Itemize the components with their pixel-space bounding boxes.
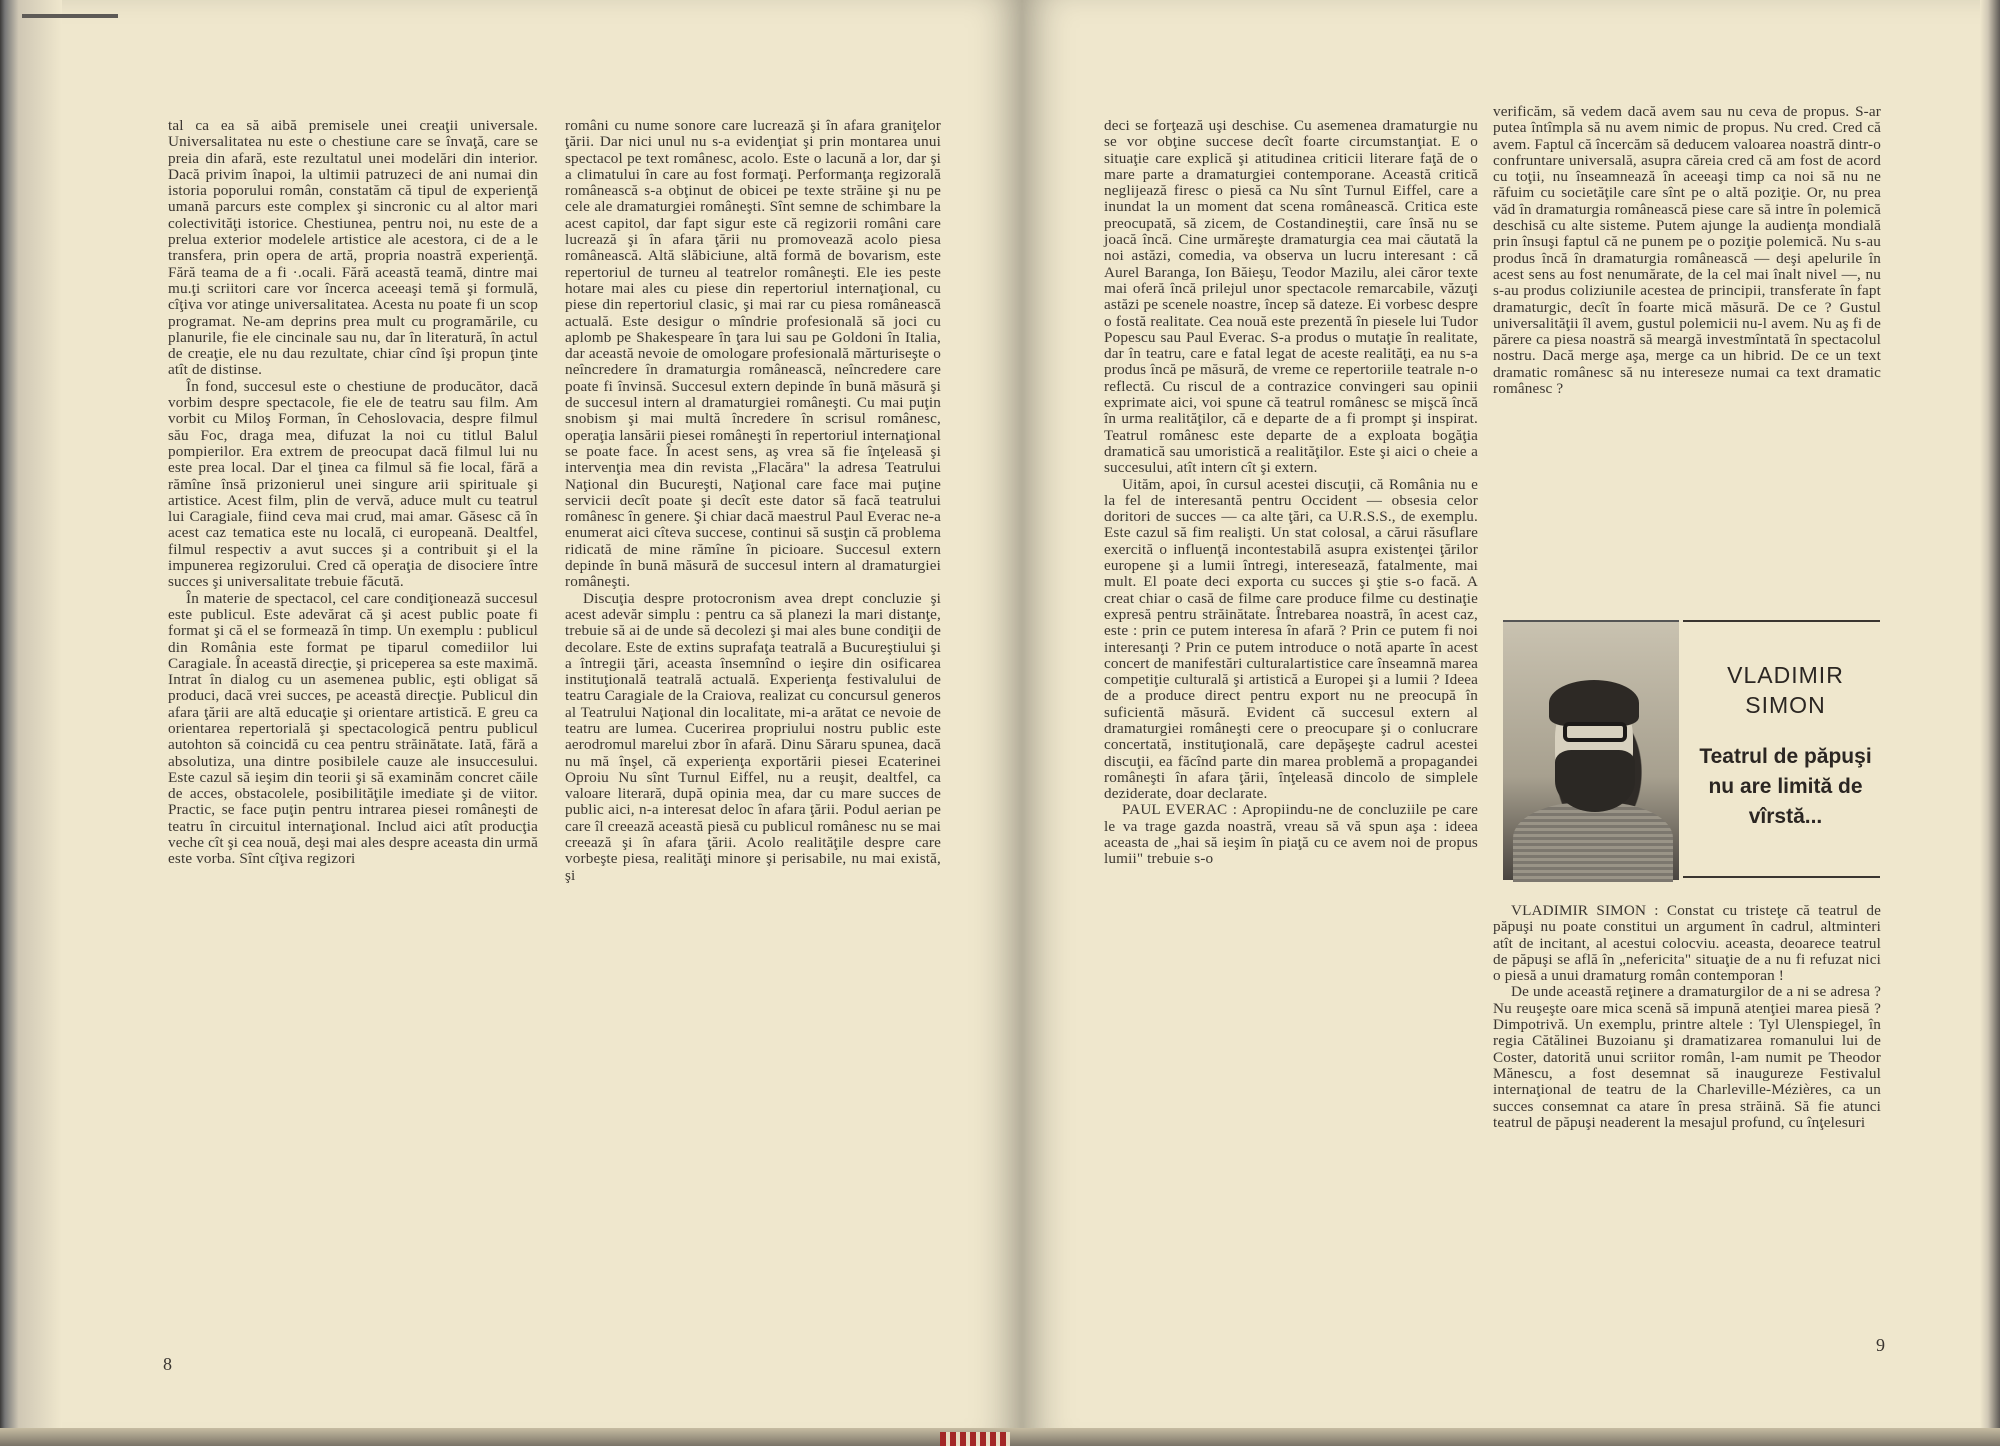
paragraph: VLADIMIR SIMON : Constat cu tristeţe că teatrul de păpuşi nu poate constitui un argument în cadrul, altminteri atît de incitant, al acestui colocviu. aceasta, deoarece teatrul de păpuşi se află în „nefericita" situaţie de a nu fi refuzat nici o piesă a unui dramaturg român contemporan ! <box>1493 902 1881 985</box>
page-edge <box>0 0 62 1446</box>
paragraph: români cu nume sonore care lucrează şi în afara graniţelor ţării. Dar nici unul nu s-a evidenţiat şi prin montarea unui spectacol pe text românesc, acolo. Este o lacună a lor, dar şi a climatului în care au fost formaţi. Performanţa regizorală românească s-a obţinut de obicei pe texte străine şi nu pe cele ale dramaturgiei româneşti. Sînt semne de schimbare la acest capitol, dar fapt sigur este că regizorii români care lucrează şi în afara ţării nu promovează acolo piesa românească. Altă slăbiciune, altă formă de bovarism, este repertoriul de turneu al teatrelor româneşti. Ele ies peste hotare mai ales cu piese din repertoriul internaţional, cu piese din repertoriul clasic, şi mai rar cu piesa românească actuală. Este desigur o mîndrie profesională să joci cu aplomb pe Shakespeare în ţara lui sau pe Goldoni în Italia, dar această nevoie de omologare profesională mărturiseşte o neîncredere în dramaturgia românească, neîncredere care poate fi învinsă. Succesul extern depinde în bună măsură şi de succesul intern al dramaturgiei româneşti. Cu mai puţin snobism şi mai multă încredere în scrisul românesc, operaţia lansării piesei româneşti în repertoriul internaţional se poate face. În acest sens, aş vrea să fie înţeleasă şi intervenţia mea din revista „Flacăra" la adresa Teatrului Naţional din Bucureşti, Naţional care face mai puţine servicii decît poate şi decît este dator să facă teatrului românesc în genere. Şi chiar dacă maestrul Paul Everac ne-a enumerat aici cîteva succese, continui să susţin că problema ridicată de mine rămîne în picioare. Succesul extern depinde în bună măsură de succesul intern al dramaturgiei româneşti. <box>565 117 941 591</box>
portrait-name: VLADIMIR SIMON <box>1727 662 1844 718</box>
left-column-1 <box>168 118 538 868</box>
portrait-block <box>1503 620 1880 878</box>
paragraph: deci se forţează uşi deschise. Cu asemenea dramaturgie nu se vor obţine succese decît foarte circumstanţiat. E o situaţie care explică şi atitudinea criticii literare faţă de o mare parte a dramaturgiei contemporane. Această critică neglijează firesc o piesă ca Nu sînt Turnul Eiffel, care a inundat la un moment dat scena românească. Critica este preocupată, să zicem, de Costandineştii, care însă nu se joacă încă. Cine urmăreşte dramaturgia cea mai căutată la noi astăzi, comedia, va observa un lucru interesant : că Aurel Baranga, Ion Băieşu, Teodor Mazilu, alei căror texte mai oferă încă prilejul unor spectacole remarcabile, văzuţi astăzi pe scenele noastre, încep să dateze. Ei vorbesc despre o fostă realitate. Cea nouă este prezentă în piesele lui Tudor Popescu sau Paul Everac. S-a produs o mutaţie în realitate, dar în teatru, care e fatal legat de aceste realităţi, ea nu s-a produs încă pe măsură, de vreme ce repertoriile teatrale n-o reflectă. Cu riscul de a contrazice convingeri sau opinii exprimate aici, voi spune că teatrul românesc se mişcă încă în urma realităţilor, că e departe de a fi prompt şi inspirat. Teatrul românesc este departe de a exploata bogăţia dramatică sau umoristică a realităţilor. Este şi aici o cheie a succesului, atît intern cît şi extern. <box>1104 117 1478 477</box>
photo-glasses <box>1563 722 1627 742</box>
right-column-1 <box>1104 118 1478 868</box>
portrait-caption <box>1691 660 1880 832</box>
bookmark-ribbon <box>940 1432 1010 1446</box>
photo-hair <box>1549 680 1639 726</box>
page-number: 9 <box>1876 1335 1885 1355</box>
portrait-subtitle: Teatrul de păpuşi nu are limită de vîrstă... <box>1699 745 1872 828</box>
paragraph: De unde această reţinere a dramaturgilor de a ni se adresa ? Nu reuşeşte oare mica scenă să impună atenţiei marea piesă ? Dimpotrivă. Un exemplu, printre altele : Tyl Ulenspiegel, în regia Cătălinei Buzoianu şi dramatizarea romanului lui de Coster, datorită unui scriitor român, l-am numit pe Theodor Mănescu, a fost desemnat să inaugureze Festivalul internaţional de teatru de la Charleville-Mézières, ca un succes consemnat ca atare în presa străină. Să fie atunci teatrul de păpuşi neaderent la mesajul profund, cu înţelesuri <box>1493 983 1881 1131</box>
right-column-2-bottom <box>1493 903 1881 1131</box>
right-column-2-top <box>1493 104 1881 397</box>
paragraph: verificăm, să vedem dacă avem sau nu ceva de propus. S-ar putea întîmpla să nu avem nimic de propus. Nu cred. Cred că avem. Faptul că încercăm să deducem valoarea noastră dintr-o confruntare universală, asupra căreia cred că am fost de acord cu toţii, nu înseamnează în aceeaşi timp ca noi să nu ne răfuim cu societăţile care sînt pe o altă poziţie. Or, nu prea văd în dramaturgia românească piese care să intre în polemică deschisă cu alte sisteme. Putem ajunge la audienţa mondială prin însuşi faptul că ne punem pe o poziţie polemică. Nu s-au produs încă în dramaturgia românească — deşi apelurile în acest sens au fost nenumărate, de la cel mai înalt nivel —, nu s-au produs coliziunile acestea de principii, transferate în fapt dramaturgic, decît în foarte mică măsură. De ce ? Gustul universalităţii îl avem, gustul polemicii nu-l avem. Nu aş fi de părere ca piesa noastră să meargă investmîntată în spectacolul nostru. Dacă merge aşa, merge ca un hibrid. De ce un text dramatic românesc să nu intereseze numai ca text dramatic românesc ? <box>1493 103 1881 398</box>
portrait-photo <box>1503 620 1679 880</box>
paragraph: Uităm, apoi, în cursul acestei discuţii, că România nu e la fel de interesantă pentru Occident — obsesia celor doritori de succes — ca alte ţări, ca U.R.S.S., de exemplu. Este cazul să fim realişti. Un stat colosal, a cărui răsuflare exercită o influenţă incontestabilă asupra existenţei ţărilor europene şi a lumii întregi, interesează, fatalmente, mai mult. El poate deci exporta cu succes şi ştie s-o facă. A creat chiar o casă de filme care produce filme cu destinaţie expresă pentru străinătate. Întrebarea noastră, în acest caz, este : prin ce putem interesa în afară ? Prin ce putem fi noi interesanţi ? Prin ce putem introduce o notă aparte în acest concert de manifestări culturalartistice care înseamnă marea competiţie culturală şi artistică a Europei şi a lumii ? Ideea de a produce direct pentru export nu ne preocupă în suficientă măsură. Evident că succesul extern al dramaturgiei româneşti cere o preocupare şi o conlucrare concertată, instituţională, care depăşeşte cadrul acestei discuţii, ea făcînd parte din marea problemă a propagandei româneşti în afara ţării, înţeleasă dincolo de simplele deziderate, doar declarate. <box>1104 475 1478 803</box>
page-edge-mark <box>22 14 118 18</box>
left-column-2 <box>565 118 941 884</box>
caption-rule-bottom <box>1683 876 1880 878</box>
right-page <box>1022 0 2000 1446</box>
photo-beard <box>1555 750 1635 812</box>
paragraph: În materie de spectacol, cel care condiţionează succesul este publicul. Este adevărat că şi acest public poate fi format şi că el se formează în timp. Un exemplu : publicul din România este format pe tiparul comediilor lui Caragiale. În această direcţie, şi priceperea sa este maximă. Intrat în dialog cu un asemenea public, eşti obligat să produci, dacă vrei succes, pe această direcţie. Publicul din afara ţării are altă educaţie şi orientare artistică. E greu ca orientarea repertorială şi spectacologică pentru publicul autohton să coincidă cu cea pentru străinătate. Iată, fără a absolutiza, una dintre posibilele cauze ale insuccesului. Este cazul să ieşim din teorii şi să examinăm concret căile de acces, obstacolele, posibilităţile imediate şi de viitor. Practic, se face puţin pentru intrarea piesei româneşti de teatru în circuitul internaţional. Includ aici atît producţia veche cît şi cea nouă, deşi mai ales despre aceasta din urmă este vorba. Sînt cîţiva regizori <box>168 589 538 868</box>
paragraph: tal ca ea să aibă premisele unei creaţii universale. Universalitatea nu este o chestiune care se învaţă, care se preia din afară, este rezultatul unei modelări din interior. Dacă privim înapoi, la ultimii patruzeci de ani numai din istoria poporului român, constatăm că tipul de experienţă umană parcurs este complex şi sincronic cu al altor mari colectivităţi istorice. Chestiunea, pentru noi, nu este de a prelua exterior modelele artistice ale acestora, ci de a le transfera, prin opera de artă, propria noastră experienţă. Fără teama de a fi ·.ocali. Fără această teamă, dintre mai mu.ţi scriitori care vor încerca aceeaşi temă şi formulă, cîţiva vor atinge universalitatea. Acesta nu poate fi un scop programat. Ne-am deprins prea mult cu programările, cu planurile, fie ele cincinale sau nu, dar în literatură, în actul de creaţie, ele nu dau rezultate, chiar cînd îşi propun ţinte atît de distinse. <box>168 117 538 379</box>
page-edge <box>1980 0 2000 1446</box>
paragraph: În fond, succesul este o chestiune de producător, dacă vorbim despre spectacole, fie ele de teatru sau film. Am vorbit cu Miloş Forman, în Cehoslovacia, despre filmul său Foc, draga mea, difuzat la noi cu titlul Balul pompierilor. Era extrem de preocupat dacă filmul lui nu este prea local. Dar el ţinea ca filmul să fie local, fără a rămîne însă prizonierul unei singure arii spirituale şi artistice. Acest film, plin de vervă, aduce mult cu teatrul lui Caragiale, fiind ceva mai crud, mai amar. Găsesc că în acest caz tematica este nu locală, ci europeană. Dealtfel, filmul respectiv a avut succes şi a contribuit şi el la impunerea regizorului. Cred că operaţia de disociere între succes şi universalitate trebuie făcută. <box>168 377 538 591</box>
paragraph: PAUL EVERAC : Apropiindu-ne de concluziile pe care le va trage gazda noastră, vreau să vă spun aşa : ideea aceasta de „hai să ieşim în piaţă cu ce avem noi de propus lumii" trebuie s-o <box>1104 801 1478 868</box>
paragraph: Discuţia despre protocronism avea drept concluzie şi acest adevăr simplu : pentru ca să planezi la mari distanţe, trebuie să ai de unde să decolezi şi mai ales bune condiţii de decolare. Este de extins suprafaţa teatrală a Bucureştiului şi a întregii ţări, aceasta însemnînd o ieşire din osificarea instituţională teatrală actuală. Experienţa festivalului de teatru Caragiale de la Craiova, realizat cu concursul generos al Teatrului Naţional din localitate, mi-a arătat ce nevoie de teatru are lumea. Cucerirea propriului nostru public este aerodromul marelui zbor în afară. Dinu Săraru spunea, dacă nu mă înşel, că experienţa exportării piesei Ecaterinei Oproiu Nu sînt Turnul Eiffel, nu a reuşit, dealtfel, ca valoare literară, după opinia mea, dar cu mare succes de public aici, n-a interesat deloc în afara ţării. Podul aerian pe care îl creează această piesă cu publicul românesc nu se mai creează şi în afara ţării. Acolo realităţile despre care vorbeşte piesa, realităţi minore şi perisabile, nu mai există, şi <box>565 589 941 884</box>
caption-rule-top <box>1683 620 1880 622</box>
photo-body <box>1513 802 1673 882</box>
page-number: 8 <box>163 1354 172 1374</box>
